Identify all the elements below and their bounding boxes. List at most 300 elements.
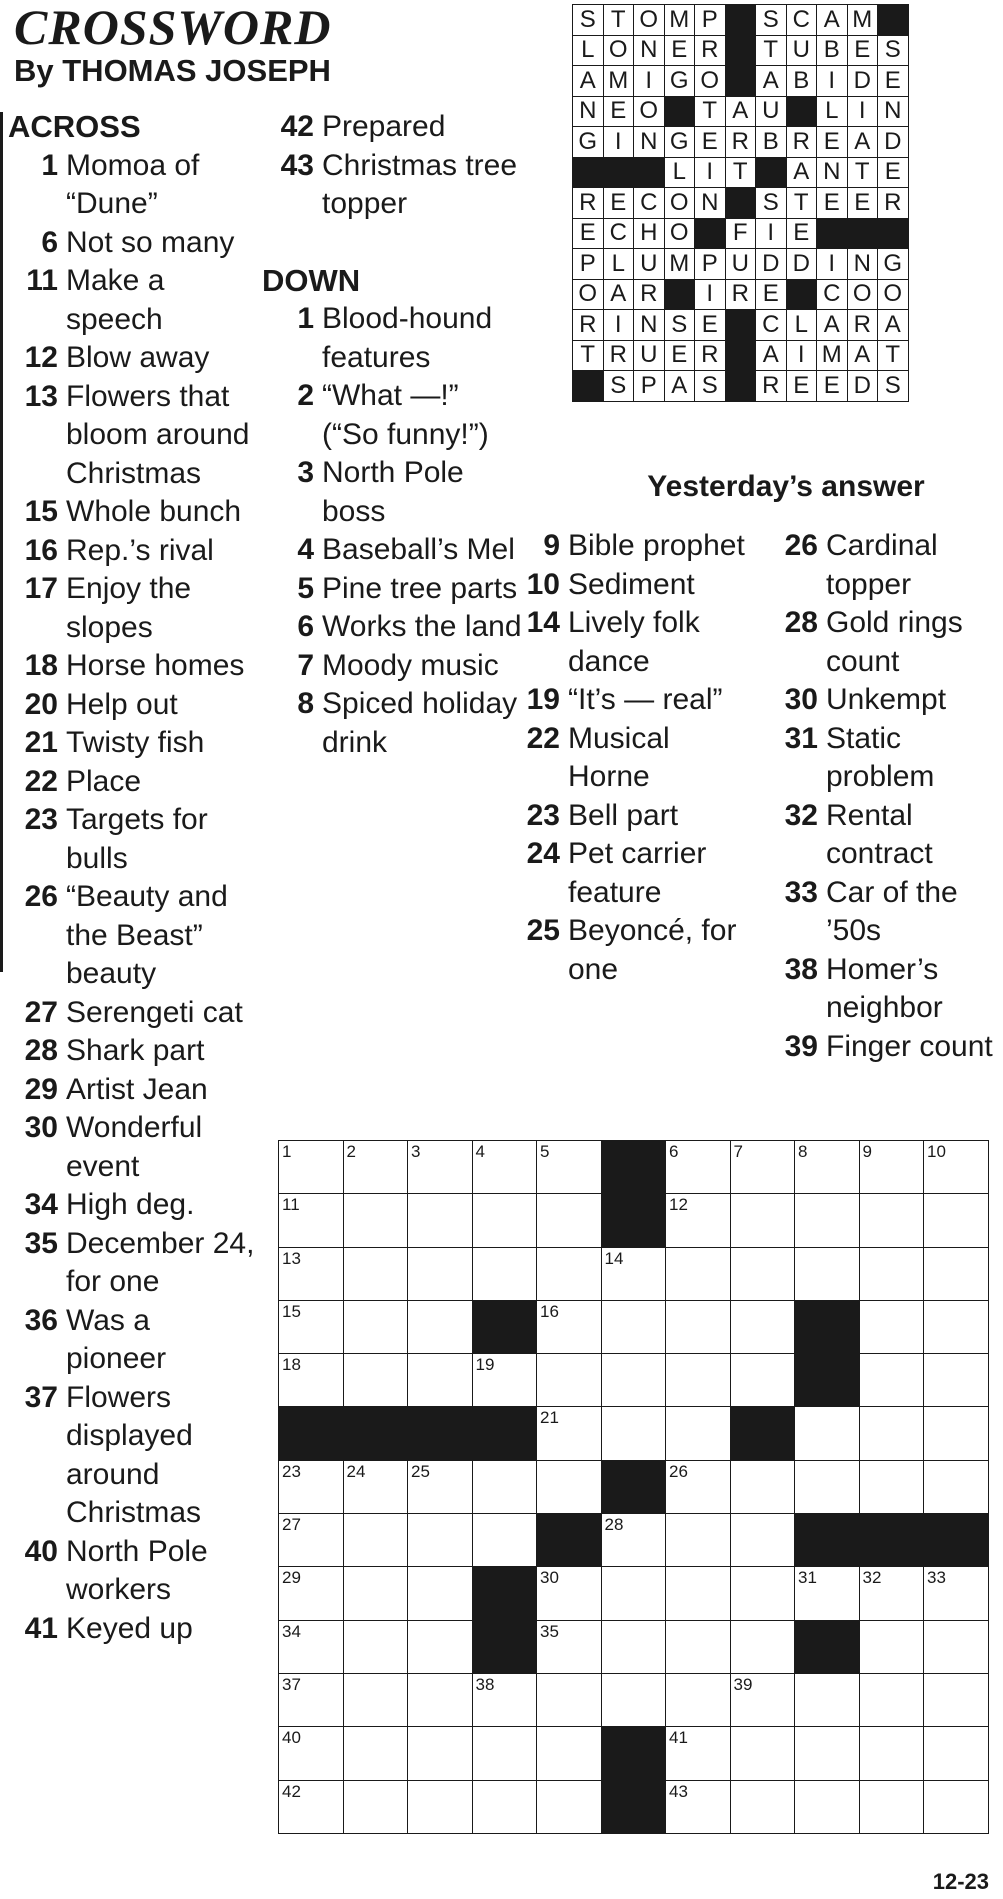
answer-cell: C (634, 188, 665, 219)
answer-cell: A (817, 310, 848, 341)
grid-cell[interactable] (666, 1300, 731, 1353)
grid-cell[interactable] (279, 1354, 344, 1407)
grid-cell[interactable] (472, 1247, 537, 1300)
answer-cell: A (847, 127, 878, 158)
grid-cell[interactable] (537, 1300, 602, 1353)
cell-number: 13 (282, 1248, 301, 1268)
cell-number: 42 (282, 1781, 301, 1801)
answer-cell: D (786, 249, 817, 280)
answer-cell: T (847, 157, 878, 188)
cell-number: 4 (475, 1142, 485, 1161)
clue-text: Help out (66, 687, 178, 721)
across-clue (8, 1533, 258, 1610)
answer-cell: G (664, 127, 695, 158)
black-square (601, 1141, 666, 1194)
grid-cell[interactable] (279, 1247, 344, 1300)
black-square (795, 1514, 860, 1567)
answer-cell: R (878, 188, 909, 219)
crossword-grid (278, 1140, 989, 1834)
grid-cell[interactable] (279, 1514, 344, 1567)
grid-cell[interactable] (601, 1673, 666, 1726)
answer-cell: E (695, 127, 726, 158)
grid-cell[interactable] (343, 1673, 408, 1726)
cell-number: 27 (282, 1515, 301, 1535)
across-down-column-2 (262, 108, 522, 762)
answer-cell: E (817, 371, 848, 402)
answer-cell: G (878, 249, 909, 280)
down-clue (510, 566, 758, 605)
grid-cell[interactable] (601, 1354, 666, 1407)
grid-cell[interactable] (408, 1780, 473, 1833)
answer-cell: I (695, 157, 726, 188)
grid-cell[interactable] (279, 1194, 344, 1247)
grid-cell[interactable] (472, 1460, 537, 1513)
black-square (573, 157, 604, 188)
grid-cell[interactable] (924, 1620, 989, 1673)
clue-number: 30 (784, 683, 818, 716)
clue-text: Targets for bulls (66, 803, 208, 875)
grid-cell[interactable] (666, 1354, 731, 1407)
grid-cell[interactable] (795, 1407, 860, 1460)
grid-cell[interactable] (343, 1247, 408, 1300)
answer-cell: O (603, 35, 634, 66)
answer-cell: P (634, 371, 665, 402)
answer-cell: N (634, 127, 665, 158)
grid-cell[interactable] (279, 1673, 344, 1726)
answer-cell: R (725, 279, 756, 310)
grid-cell[interactable] (924, 1780, 989, 1833)
clue-number: 12 (24, 341, 58, 374)
across-clue (8, 724, 258, 763)
grid-cell[interactable] (859, 1620, 924, 1673)
grid-cell[interactable] (408, 1567, 473, 1620)
grid-cell[interactable] (730, 1354, 795, 1407)
clue-number: 7 (297, 648, 314, 682)
puzzle-date-code: 12-23 (932, 1869, 989, 1894)
answer-cell: T (725, 157, 756, 188)
grid-cell[interactable] (343, 1780, 408, 1833)
answer-cell: S (878, 35, 909, 66)
clue-text: Bell part (568, 798, 679, 832)
grid-cell[interactable] (472, 1194, 537, 1247)
grid-cell[interactable] (472, 1514, 537, 1567)
across-clue (8, 994, 258, 1033)
byline: By THOMAS JOSEPH (14, 53, 331, 88)
grid-cell[interactable] (795, 1194, 860, 1247)
down-column-4 (760, 527, 1003, 1066)
black-square (472, 1407, 537, 1460)
answer-cell: E (878, 157, 909, 188)
grid-cell[interactable] (859, 1247, 924, 1300)
clue-text: Sediment (568, 567, 695, 601)
grid-cell[interactable] (343, 1460, 408, 1513)
grid-cell[interactable] (666, 1460, 731, 1513)
grid-cell[interactable] (859, 1460, 924, 1513)
clue-text: Cardinal topper (826, 529, 938, 601)
grid-cell[interactable] (666, 1194, 731, 1247)
down-clue (510, 527, 758, 566)
grid-cell[interactable] (730, 1141, 795, 1194)
cell-number: 33 (927, 1568, 946, 1588)
grid-cell[interactable] (666, 1620, 731, 1673)
grid-cell[interactable] (343, 1194, 408, 1247)
grid-cell[interactable] (601, 1407, 666, 1460)
grid-cell[interactable] (730, 1194, 795, 1247)
clue-text: Finger count (826, 1029, 993, 1063)
grid-cell[interactable] (924, 1300, 989, 1353)
grid-cell[interactable] (472, 1673, 537, 1726)
clue-number: 6 (297, 610, 314, 643)
grid-cell[interactable] (472, 1780, 537, 1833)
grid-cell[interactable] (795, 1567, 860, 1620)
clue-text: Works the land (322, 610, 522, 643)
cell-number: 19 (475, 1355, 495, 1375)
cell-number: 24 (346, 1461, 366, 1481)
answer-cell: I (695, 279, 726, 310)
answer-cell: S (878, 371, 909, 402)
answer-cell: A (756, 340, 787, 371)
answer-cell: B (756, 127, 787, 158)
answer-cell: N (847, 249, 878, 280)
grid-cell[interactable] (537, 1460, 602, 1513)
grid-cell[interactable] (472, 1141, 537, 1194)
answer-cell: L (603, 249, 634, 280)
answer-cell: R (756, 371, 787, 402)
grid-cell[interactable] (472, 1354, 537, 1407)
grid-cell[interactable] (924, 1141, 989, 1194)
answer-cell: E (573, 218, 604, 249)
answer-cell: T (603, 5, 634, 36)
down-clue (510, 797, 758, 836)
answer-cell: T (695, 96, 726, 127)
grid-cell[interactable] (537, 1194, 602, 1247)
grid-cell[interactable] (537, 1247, 602, 1300)
grid-cell[interactable] (408, 1620, 473, 1673)
clue-number: 31 (784, 721, 818, 755)
down-clue (760, 1028, 1003, 1067)
across-clue (8, 378, 258, 494)
grid-cell[interactable] (859, 1407, 924, 1460)
grid-cell[interactable] (859, 1194, 924, 1247)
grid-cell[interactable] (279, 1727, 344, 1780)
answer-cell: A (847, 340, 878, 371)
cell-number: 7 (733, 1142, 743, 1161)
across-clue (8, 1071, 258, 1110)
answer-cell: A (603, 279, 634, 310)
black-square (664, 279, 695, 310)
answer-cell: S (603, 371, 634, 402)
grid-cell[interactable] (343, 1141, 408, 1194)
cell-number: 43 (669, 1781, 688, 1801)
across-clue (8, 1302, 258, 1379)
black-square (603, 157, 634, 188)
black-square (472, 1620, 537, 1673)
answer-cell: N (634, 35, 665, 66)
answer-cell: O (664, 218, 695, 249)
answer-cell: C (603, 218, 634, 249)
clue-number: 25 (526, 914, 560, 947)
across-clue (8, 570, 258, 647)
across-clue (8, 1610, 258, 1649)
answer-cell: P (695, 5, 726, 36)
grid-cell[interactable] (408, 1247, 473, 1300)
grid-cell[interactable] (537, 1407, 602, 1460)
grid-cell[interactable] (279, 1620, 344, 1673)
grid-cell[interactable] (666, 1407, 731, 1460)
grid-cell[interactable] (859, 1354, 924, 1407)
down-clue (760, 681, 1003, 720)
grid-cell[interactable] (666, 1514, 731, 1567)
grid-cell[interactable] (730, 1673, 795, 1726)
answer-cell: P (573, 249, 604, 280)
down-clue (760, 797, 1003, 874)
grid-cell[interactable] (730, 1780, 795, 1833)
grid-cell[interactable] (730, 1247, 795, 1300)
black-square (725, 340, 756, 371)
clue-number: 20 (24, 687, 58, 721)
grid-cell[interactable] (408, 1514, 473, 1567)
answer-cell: I (756, 218, 787, 249)
grid-cell[interactable] (666, 1141, 731, 1194)
cell-number: 34 (282, 1621, 301, 1641)
answer-cell: I (603, 310, 634, 341)
grid-cell[interactable] (537, 1620, 602, 1673)
grid-cell[interactable] (343, 1514, 408, 1567)
grid-cell[interactable] (924, 1567, 989, 1620)
grid-cell[interactable] (408, 1673, 473, 1726)
answer-cell: T (573, 340, 604, 371)
grid-cell[interactable] (730, 1300, 795, 1353)
grid-cell[interactable] (601, 1247, 666, 1300)
grid-cell[interactable] (859, 1673, 924, 1726)
answer-cell: D (847, 66, 878, 97)
black-square (924, 1514, 989, 1567)
clue-text: Pine tree parts (322, 571, 518, 605)
answer-cell: U (786, 35, 817, 66)
grid-cell[interactable] (924, 1354, 989, 1407)
answer-cell: E (695, 310, 726, 341)
grid-cell[interactable] (537, 1727, 602, 1780)
grid-cell[interactable] (408, 1300, 473, 1353)
grid-cell[interactable] (601, 1567, 666, 1620)
grid-cell[interactable] (924, 1727, 989, 1780)
black-square (878, 5, 909, 36)
grid-cell[interactable] (408, 1727, 473, 1780)
grid-cell[interactable] (666, 1673, 731, 1726)
grid-cell[interactable] (472, 1727, 537, 1780)
across-clue (262, 147, 522, 224)
grid-cell[interactable] (859, 1780, 924, 1833)
grid-cell[interactable] (279, 1567, 344, 1620)
grid-cell[interactable] (537, 1673, 602, 1726)
clue-number: 11 (26, 264, 58, 297)
answer-cell: B (817, 35, 848, 66)
clue-text: Was a pioneer (66, 1303, 167, 1375)
grid-cell[interactable] (279, 1460, 344, 1513)
down-clue (510, 835, 758, 912)
answer-cell: R (695, 340, 726, 371)
clue-text: Serengeti cat (66, 995, 243, 1029)
black-square (859, 1514, 924, 1567)
answer-cell: O (634, 96, 665, 127)
grid-cell[interactable] (795, 1673, 860, 1726)
grid-cell[interactable] (730, 1567, 795, 1620)
grid-cell[interactable] (859, 1727, 924, 1780)
grid-cell[interactable] (924, 1407, 989, 1460)
answer-cell: S (664, 310, 695, 341)
grid-cell[interactable] (730, 1620, 795, 1673)
clue-number: 9 (543, 529, 560, 562)
clue-number: 16 (24, 533, 58, 567)
black-square (725, 310, 756, 341)
grid-cell[interactable] (730, 1460, 795, 1513)
down-clue (262, 454, 522, 531)
answer-cell: E (786, 218, 817, 249)
answer-cell: G (573, 127, 604, 158)
clue-text: “What —!” (“So funny!”) (322, 379, 489, 451)
black-square (725, 35, 756, 66)
clue-number: 2 (297, 379, 314, 412)
grid-cell[interactable] (537, 1141, 602, 1194)
grid-cell[interactable] (279, 1141, 344, 1194)
down-clue (262, 647, 522, 686)
grid-cell[interactable] (408, 1194, 473, 1247)
answer-cell: S (695, 371, 726, 402)
answer-cell: U (725, 249, 756, 280)
answer-cell: R (603, 340, 634, 371)
across-clue (8, 1379, 258, 1533)
answer-cell: L (817, 96, 848, 127)
answer-cell: S (756, 188, 787, 219)
answer-cell: E (603, 96, 634, 127)
answer-cell: S (573, 5, 604, 36)
grid-cell[interactable] (408, 1354, 473, 1407)
down-clue (262, 300, 522, 377)
answer-cell: S (756, 5, 787, 36)
grid-cell[interactable] (343, 1567, 408, 1620)
across-clue (8, 801, 258, 878)
grid-cell[interactable] (859, 1300, 924, 1353)
grid-cell[interactable] (601, 1514, 666, 1567)
answer-cell: E (664, 340, 695, 371)
grid-cell[interactable] (343, 1620, 408, 1673)
down-heading: DOWN (262, 262, 361, 298)
black-square (601, 1194, 666, 1247)
cell-number: 37 (282, 1674, 301, 1694)
grid-cell[interactable] (537, 1567, 602, 1620)
black-square (795, 1300, 860, 1353)
clue-text: Christmas tree topper (322, 148, 518, 220)
answer-cell: A (878, 310, 909, 341)
answer-cell: N (573, 96, 604, 127)
across-clue (8, 686, 258, 725)
puzzle-title: CROSSWORD (14, 0, 332, 55)
answer-cell: R (725, 127, 756, 158)
answer-cell: I (817, 249, 848, 280)
clue-text: Pet carrier feature (568, 837, 707, 909)
clue-number: 40 (24, 1534, 58, 1568)
answer-cell: H (634, 218, 665, 249)
grid-cell[interactable] (666, 1727, 731, 1780)
answer-cell: T (786, 188, 817, 219)
grid-cell[interactable] (343, 1354, 408, 1407)
clue-text: Car of the ’50s (826, 875, 958, 947)
black-square (725, 188, 756, 219)
grid-cell[interactable] (666, 1780, 731, 1833)
grid-cell[interactable] (408, 1141, 473, 1194)
answer-cell: A (817, 5, 848, 36)
clue-text: North Pole boss (322, 456, 464, 528)
grid-cell[interactable] (795, 1247, 860, 1300)
clue-number: 37 (24, 1380, 58, 1414)
grid-cell[interactable] (408, 1460, 473, 1513)
grid-cell[interactable] (279, 1300, 344, 1353)
down-column-3 (510, 527, 758, 989)
black-square (786, 279, 817, 310)
clue-number: 24 (526, 837, 560, 870)
grid-cell[interactable] (924, 1673, 989, 1726)
answer-cell: A (664, 371, 695, 402)
grid-cell[interactable] (601, 1620, 666, 1673)
cell-number: 10 (927, 1142, 946, 1161)
cell-number: 1 (282, 1142, 292, 1161)
grid-cell[interactable] (924, 1194, 989, 1247)
answer-cell: N (634, 310, 665, 341)
grid-cell[interactable] (343, 1727, 408, 1780)
grid-cell[interactable] (795, 1141, 860, 1194)
grid-cell[interactable] (666, 1567, 731, 1620)
cell-number: 18 (282, 1355, 301, 1375)
grid-cell[interactable] (343, 1300, 408, 1353)
grid-cell[interactable] (730, 1514, 795, 1567)
grid-cell[interactable] (859, 1567, 924, 1620)
across-column-1 (8, 108, 258, 1648)
grid-cell[interactable] (666, 1247, 731, 1300)
clue-text: Blood-hound features (322, 302, 493, 374)
grid-cell[interactable] (859, 1141, 924, 1194)
down-clue (760, 874, 1003, 951)
answer-cell: P (695, 249, 726, 280)
cell-number: 23 (282, 1461, 301, 1481)
answer-cell: B (786, 66, 817, 97)
answer-cell: E (847, 188, 878, 219)
black-square (725, 371, 756, 402)
grid-cell[interactable] (601, 1300, 666, 1353)
grid-cell[interactable] (924, 1460, 989, 1513)
grid-cell[interactable] (730, 1727, 795, 1780)
clue-number: 15 (24, 495, 58, 528)
grid-cell[interactable] (795, 1780, 860, 1833)
grid-cell[interactable] (924, 1247, 989, 1300)
grid-cell[interactable] (795, 1460, 860, 1513)
across-clue (8, 1186, 258, 1225)
grid-cell[interactable] (279, 1780, 344, 1833)
grid-cell[interactable] (795, 1727, 860, 1780)
black-square (279, 1407, 344, 1460)
clue-text: Rental contract (826, 798, 933, 870)
clue-text: Bible prophet (568, 529, 745, 562)
answer-cell: L (664, 157, 695, 188)
cell-number: 8 (798, 1142, 808, 1161)
clue-number: 18 (24, 649, 58, 682)
black-square (664, 96, 695, 127)
answer-cell: L (786, 310, 817, 341)
black-square (472, 1300, 537, 1353)
down-clue (760, 951, 1003, 1028)
clue-number: 10 (526, 567, 560, 601)
grid-cell[interactable] (537, 1354, 602, 1407)
grid-cell[interactable] (537, 1780, 602, 1833)
